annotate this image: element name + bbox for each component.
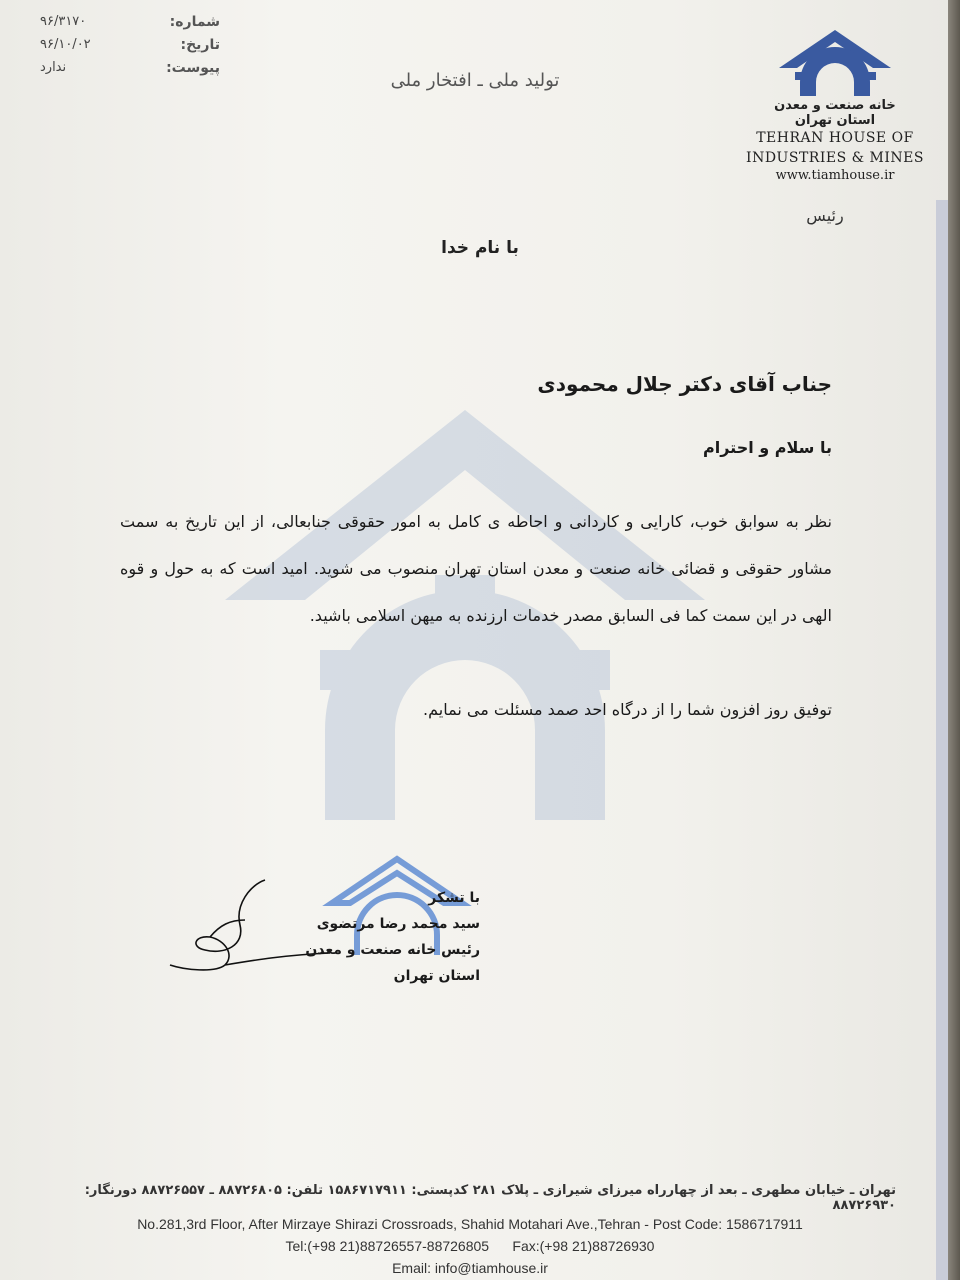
recipient-salutation: جناب آقای دکتر جلال محمودی: [537, 372, 832, 396]
org-logo-block: [735, 28, 935, 183]
meta-value: ندارد: [40, 60, 67, 75]
meta-label: تاریخ:: [180, 37, 220, 53]
letter-footer: [20, 1183, 920, 1279]
meta-number: [40, 14, 220, 37]
logo-en-line1: TEHRAN HOUSE OF: [756, 130, 914, 146]
logo-fa-province: استان تهران: [794, 113, 876, 128]
footer-email: Email: info@tiamhouse.ir: [392, 1260, 548, 1276]
signature-thanks: با تشکر: [428, 890, 480, 906]
page-edge-shadow: [948, 0, 960, 1280]
meta-label: پیوست:: [166, 60, 220, 76]
footer-contact: [20, 1235, 920, 1257]
letter-closing: توفیق روز افزون شما را از درگاه احد صمد مسئلت می نمایم.: [423, 700, 832, 719]
signer-title: رئیس خانه صنعت و معدن استان تهران: [305, 942, 480, 984]
bismillah: با نام خدا: [441, 238, 519, 258]
meta-label: شماره:: [169, 14, 220, 30]
letter-meta: [40, 14, 220, 83]
greeting: با سلام و احترام: [703, 438, 832, 457]
meta-value: ۹۶/۱۰/۰۲: [40, 37, 91, 52]
signature-block: [280, 885, 480, 989]
logo-en-line2: INDUSTRIES & MINES: [746, 150, 924, 166]
meta-value: ۹۶/۳۱۷۰: [40, 14, 87, 29]
org-logo-icon: [778, 28, 893, 96]
footer-fax: Fax:(+98 21)88726930: [512, 1238, 655, 1254]
footer-address-en: No.281,3rd Floor, After Mirzaye Shirazi Crossroads, Shahid Motahari Ave.,Tehran - Post Code: 1586717911: [137, 1216, 803, 1232]
letter-body: نظر به سوابق خوب، کارایی و کاردانی و احاطه ی کامل به امور حقوقی جنابعالی، از این تاریخ به سمت مشاور حقوقی و قضائی خانه صنعت و معدن استان تهران منصوب می شوید. امید است که به حول و قوه الهی در این سمت کما فی السابق مصدر خدمات ارزنده به میهن اسلامی باشید.: [120, 512, 832, 625]
footer-phone: Tel:(+98 21)88726557-88726805: [285, 1238, 490, 1254]
signer-name: سید محمد رضا مرتضوی: [316, 916, 480, 932]
footer-address-fa: تهران ـ خیابان مطهری ـ بعد از چهارراه میرزای شیرازی ـ پلاک ۲۸۱ کدپستی: ۱۵۸۶۷۱۷۹۱۱ تلفن: ۸۸۷۲۶۸۰۵ ـ ۸۸۷۲۶۵۵۷ دورنگار: ۸۸۷۲۶۹۳۰: [84, 1183, 896, 1213]
logo-website: www.tiamhouse.ir: [775, 168, 895, 183]
meta-attachment: [40, 60, 220, 83]
sender-role: رئیس: [806, 206, 844, 225]
logo-fa-name: خانه صنعت و معدن: [774, 98, 896, 113]
meta-date: [40, 37, 220, 60]
slogan: تولید ملی ـ افتخار ملی: [390, 70, 560, 91]
